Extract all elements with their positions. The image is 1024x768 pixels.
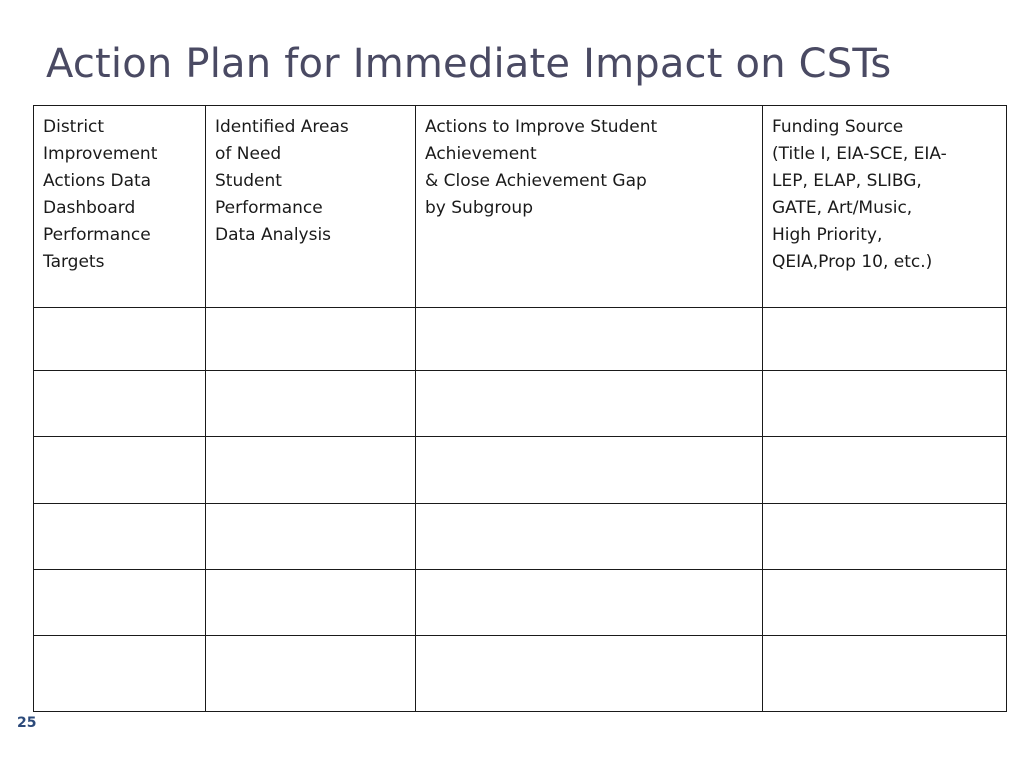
action-plan-table (33, 105, 1007, 712)
slide-title: Action Plan for Immediate Impact on CSTs (46, 41, 892, 87)
table-cell[interactable] (34, 371, 206, 437)
table-cell[interactable] (416, 504, 763, 570)
table-cell[interactable] (763, 437, 1007, 504)
table-cell[interactable] (206, 636, 416, 712)
table-cell[interactable] (206, 308, 416, 371)
table-cell[interactable] (763, 636, 1007, 712)
table-cell[interactable] (206, 437, 416, 504)
table-cell[interactable] (416, 570, 763, 636)
table-cell[interactable] (206, 570, 416, 636)
table-cell[interactable] (763, 570, 1007, 636)
header-identified-areas-of-need: Identified Areas of Need Student Performance Data Analysis (206, 106, 416, 308)
table-row (34, 570, 1007, 636)
table-cell[interactable] (763, 504, 1007, 570)
table-row (34, 636, 1007, 712)
table-header-row (34, 106, 1007, 308)
table-row (34, 504, 1007, 570)
page-number: 25 (17, 715, 37, 731)
table-cell[interactable] (206, 371, 416, 437)
table-cell[interactable] (34, 570, 206, 636)
table-cell[interactable] (34, 308, 206, 371)
table-cell[interactable] (763, 371, 1007, 437)
table-cell[interactable] (34, 504, 206, 570)
table-cell[interactable] (34, 636, 206, 712)
table-cell[interactable] (34, 437, 206, 504)
table-row (34, 308, 1007, 371)
table-cell[interactable] (416, 308, 763, 371)
table-cell[interactable] (416, 371, 763, 437)
table-cell[interactable] (416, 437, 763, 504)
table-row (34, 371, 1007, 437)
header-funding-source: Funding Source (Title I, EIA-SCE, EIA- LEP, ELAP, SLIBG, GATE, Art/Music, High Priority, QEIA,Prop 10, etc.) (763, 106, 1007, 308)
header-actions-to-improve-achievement: Actions to Improve Student Achievement & Close Achievement Gap by Subgroup (416, 106, 763, 308)
table-cell[interactable] (206, 504, 416, 570)
table-cell[interactable] (416, 636, 763, 712)
table-cell[interactable] (763, 308, 1007, 371)
table-row (34, 437, 1007, 504)
header-district-improvement-actions: District Improvement Actions Data Dashboard Performance Targets (34, 106, 206, 308)
